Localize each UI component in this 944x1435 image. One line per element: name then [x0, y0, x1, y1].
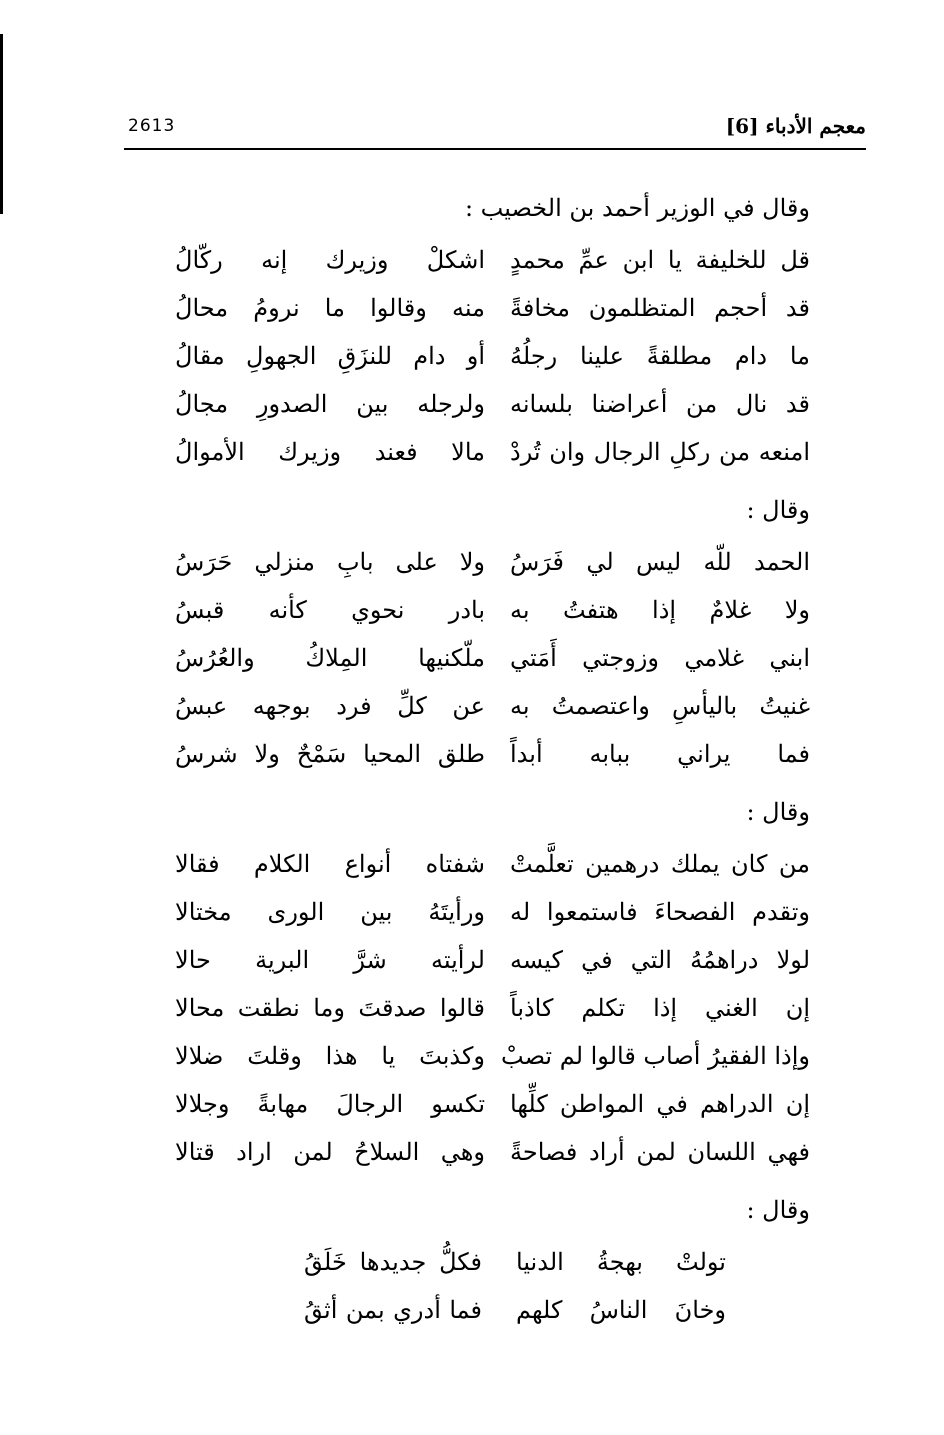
verse	[150, 1286, 810, 1334]
verse-first-hemistich: وإذا الفقيرُ أصاب قالوا لم تصبْ	[501, 1042, 810, 1070]
verse	[150, 888, 810, 936]
verse	[150, 538, 810, 586]
verse	[150, 682, 810, 730]
verse-second-hemistich: تكسو الرجالَ مهابةً وجلالا	[175, 1090, 485, 1118]
verse-first-hemistich: من كان يملك درهمين تعلَّمتْ	[510, 850, 810, 878]
verse-second-hemistich: فكلُّ جديدها خَلَقُ	[304, 1248, 482, 1276]
verse-first-hemistich: فهي اللسان لمن أراد فصاحةً	[510, 1138, 810, 1166]
scan-edge-mark	[0, 34, 3, 214]
verse-second-hemistich: وهي السلاحُ لمن اراد قتالا	[175, 1138, 485, 1166]
verse	[150, 840, 810, 888]
verse-second-hemistich: بادر نحوي كأنه قبسُ	[175, 596, 485, 624]
verse-first-hemistich: وخانَ الناسُ كلهم	[516, 1296, 726, 1324]
verse	[150, 1080, 810, 1128]
verse	[150, 284, 810, 332]
verse-second-hemistich: طلق المحيا سَمْحٌ ولا شرسُ	[175, 740, 485, 768]
verse	[150, 428, 810, 476]
verse-first-hemistich: إن الغني إذا تكلم كاذباً	[510, 994, 810, 1022]
verse	[150, 1032, 810, 1080]
verse-second-hemistich: شفتاه أنواع الكلام فقالا	[175, 850, 485, 878]
verse-second-hemistich: مالا فعند وزيرك الأموالُ	[175, 438, 485, 466]
verse	[150, 1128, 810, 1176]
verse-first-hemistich: فما يراني ببابه أبداً	[510, 740, 810, 768]
section-intro: وقال :	[746, 496, 810, 524]
verse-first-hemistich: امنعه من ركلِ الرجال وان تُردْ	[510, 438, 810, 466]
verse	[150, 984, 810, 1032]
verse-second-hemistich: اشكلْ وزيرك إنه ركّالُ	[175, 246, 485, 274]
verse-second-hemistich: عن كلِّ فرد بوجهه عبسُ	[175, 692, 485, 720]
verse-second-hemistich: أو دام للنزَقِ الجهولِ مقالُ	[175, 342, 485, 370]
verse	[150, 380, 810, 428]
book-title: معجم الأدباء [6]	[725, 114, 866, 138]
section-intro: وقال :	[746, 1196, 810, 1224]
verse-first-hemistich: قل للخليفة يا ابن عمِّ محمدٍ	[510, 246, 810, 274]
page-body	[150, 186, 810, 1334]
verse-second-hemistich: ولرجله بين الصدورِ مجالُ	[175, 390, 485, 418]
verse-first-hemistich: قد نال من أعراضنا بلسانه	[510, 390, 810, 418]
verse	[150, 586, 810, 634]
verse	[150, 236, 810, 284]
verse-second-hemistich: ولا على بابِ منزلي حَرَسُ	[175, 548, 485, 576]
verse	[150, 936, 810, 984]
verse-second-hemistich: قالوا صدقتَ وما نطقت محالا	[175, 994, 485, 1022]
page-header	[124, 108, 866, 150]
verse-first-hemistich: ابني غلامي وزوجتي أَمَتي	[510, 644, 810, 672]
verse	[150, 730, 810, 778]
section-intro: وقال :	[746, 798, 810, 826]
verse	[150, 332, 810, 380]
verse-first-hemistich: قد أحجم المتظلمون مخافةً	[510, 294, 810, 322]
verse-first-hemistich: وتقدم الفصحاءَ فاستمعوا له	[510, 898, 810, 926]
verse-first-hemistich: ولا غلامٌ إذا هتفتُ به	[510, 596, 810, 624]
verse-second-hemistich: منه وقالوا ما نرومُ محالُ	[175, 294, 485, 322]
verse	[150, 1238, 810, 1286]
verse	[150, 634, 810, 682]
verse-first-hemistich: ما دام مطلقةً علينا رجلُهُ	[510, 342, 810, 370]
verse-second-hemistich: ورأيتَهُ بين الورى مختالا	[175, 898, 485, 926]
verse-second-hemistich: ملّكنيها المِلاكُ والعُرُسُ	[175, 644, 485, 672]
verse-second-hemistich: لرأيته شرَّ البرية حالا	[175, 946, 485, 974]
verse-first-hemistich: إن الدراهم في المواطن كلِّها	[510, 1090, 810, 1118]
verse-first-hemistich: الحمد للّه ليس لي فَرَسُ	[510, 548, 810, 576]
verse-second-hemistich: وكذبتَ يا هذا وقلتَ ضلالا	[175, 1042, 485, 1070]
verse-first-hemistich: غنيتُ باليأسِ واعتصمتُ به	[510, 692, 810, 720]
verse-first-hemistich: تولتْ بهجةُ الدنيا	[516, 1248, 726, 1276]
verse-second-hemistich: فما أدري بمن أثقُ	[304, 1296, 482, 1324]
page-number: 2613	[128, 116, 176, 136]
section-intro: وقال في الوزير أحمد بن الخصيب :	[464, 194, 810, 222]
verse-first-hemistich: لولا دراهمُهُ التي في كيسه	[510, 946, 810, 974]
